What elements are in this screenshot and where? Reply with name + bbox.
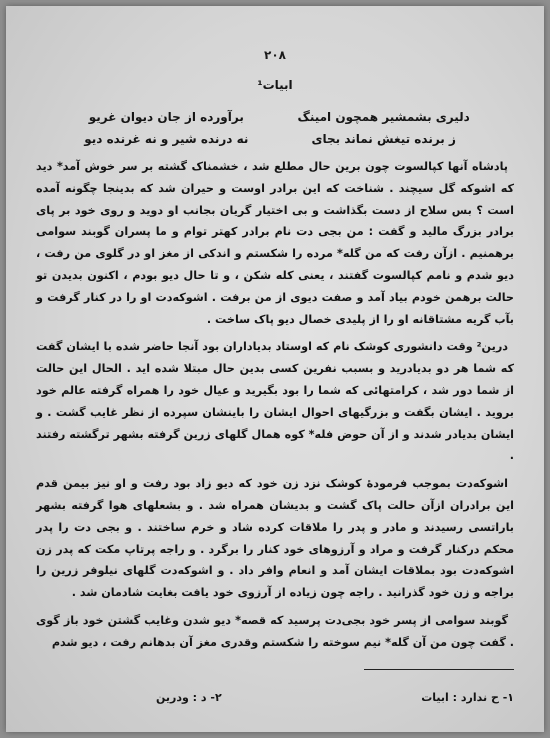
paragraph: گوبند سوامی از پسر خود بجی‌دت پرسید که قصه* دیو شدن وغایب گشتن خود باز گوی . گفت چون من آن گله* نیم سوخته را شکستم وقدری مغز آن بدهانم رفت ، دیو شدم [36, 613, 514, 649]
footnotes [156, 691, 514, 704]
verse-line [66, 128, 484, 150]
page-number: ۲۰۸ [264, 48, 286, 62]
paragraph: درین² وقت دانشوری کوشک نام که اوستاد بدیاداران بود آنجا حاضر شده با ایشان گفت که شما هر دو بدیادرید و بسبب نفرین کسی بدین حال مبتلا شده اید . الحال این حالت از شما دور شد ، کرامتهائی که شما را بود بگیرید و عیال خود را همراه گرفته عالم خود بروید . ایشان بگفت و بزرگیهای احوال ایشان را باینشان سپرده از نظر غایب گشت . و ایشان بدیادر شدند و از آن حوض فله* کوه همال گلهای زرین گرفته بشهر ترگشته رفتند . [36, 340, 514, 463]
book-page [6, 6, 544, 732]
verse-line [66, 106, 484, 128]
footnote: ۱- ح ندارد : ابیات [421, 691, 514, 704]
footnote: ۲- د : ودرین [156, 691, 222, 704]
verse-hemistich-right: دلیری بشمشیر همچون امینگ [297, 110, 470, 124]
paragraph: اشوکه‌دت بموجب فرمودهٔ کوشک نزد زن خود که دیو زاد بود رفت و او نیز بیمن قدم این برادران ازآن حالت پاک گشت و بدیشان همراه شد . و بشعلهای هوا گرفته بشهر باراتسی رسیدند و مادر و پدر را ملاقات کرده شاد و خرم ساختند . و بجی دت را پدر محکم درکنار گرفت و مراد و آرزوهای خود کنار را برگرد . و راجه پرتاپ مکت که پدر زن اشوکه‌دت بود بملاقات ایشان آمد و انعام وافر داد . و اشوکه‌دت گلهای نیلوفر زرین را براجه و زن خود گذرانید . راجه چون زیاده از آرزوی خود یافت بغایت شادمان شد . [36, 477, 514, 600]
verse-hemistich-right: ز برنده تیغش نماند بجای [311, 132, 456, 146]
paragraph: پادشاه آنها کپالسوت چون برین حال مطلع شد ، خشمناک گشته بر سر خوش آمد* دید که اشوکه گل سیچند . شناخت که این برادر اوست و حیران شد که بدینجا چگونه آمده است ؟ بس سلاح از دست بگذاشت و بی اختیار گریان بجانب او دوید و روی خود بر پای برادر بزرگ مالید و گفت : من بجی دت نام برادر کهتر توام و ما پسران گوبند سوامی برهمنیم . ازآن رفت که من گله* مرده را شکستم و اندکی از مغز او در گلوی من رفت ، دیو شدم و نامم کپالسوت گفتند ، یعنی کله شکن ، و تا حال دیو بودم ، اکنون بدیدن تو حالت برهمن خودم بیاد آمد و صفت دیوی از من برفت . اشوکه‌دت او را در کنار گرفت و بآب گریه مشتاقانه او را از پلیدی خصال دیو پاک ساخت . [36, 160, 514, 326]
verse-block [66, 106, 484, 150]
verse-hemistich-left: نه درنده شیر و نه غرنده دیو [84, 132, 249, 146]
verse-hemistich-left: برآورده از جان دیوان غریو [88, 110, 244, 124]
body-text [36, 156, 514, 652]
verse-heading: ابیات¹ [257, 78, 293, 92]
footnote-divider [364, 669, 514, 670]
